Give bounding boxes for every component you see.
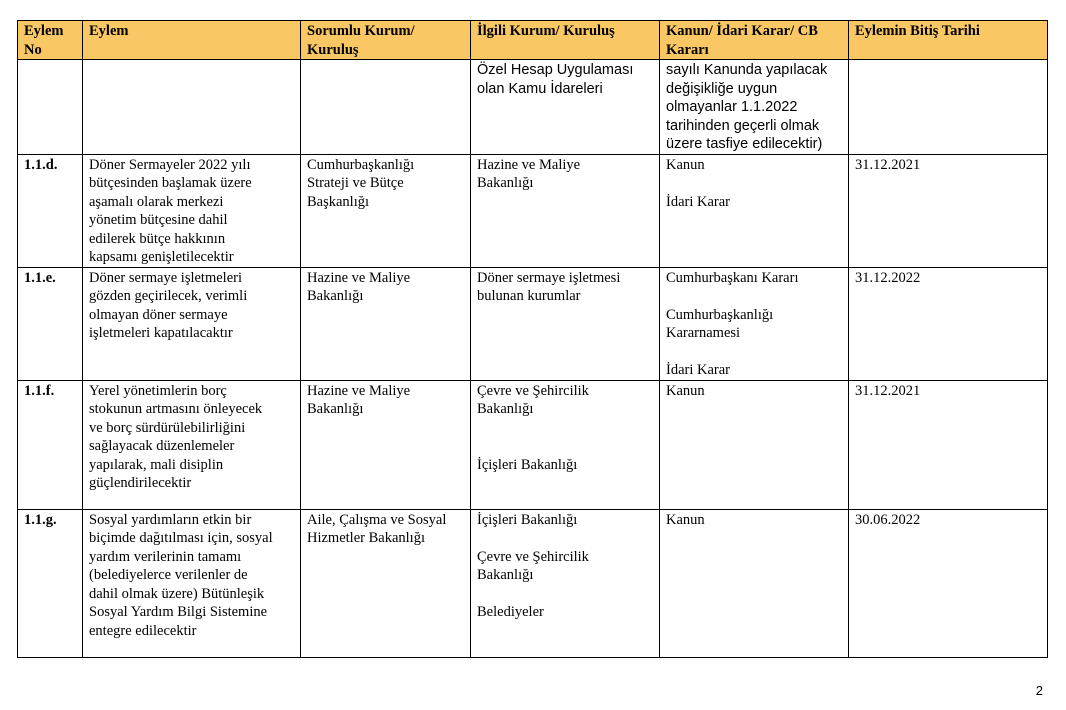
header-responsible: Sorumlu Kurum/ Kuruluş: [301, 21, 471, 60]
related-cell: Döner sermaye işletmesi bulunan kurumlar: [471, 267, 660, 380]
header-legal-basis: Kanun/ İdari Karar/ CB Kararı: [660, 21, 849, 60]
responsible-cell: [301, 60, 471, 155]
end-date-cell: 31.12.2021: [849, 380, 1048, 509]
table-row: [18, 509, 1048, 657]
end-date-cell: 30.06.2022: [849, 509, 1048, 657]
table-header-row: [18, 21, 1048, 60]
responsible-cell: Hazine ve Maliye Bakanlığı: [301, 267, 471, 380]
header-action: Eylem: [83, 21, 301, 60]
end-date-cell: 31.12.2021: [849, 154, 1048, 267]
table-row: [18, 267, 1048, 380]
legal-basis-cell: Cumhurbaşkanı Kararı Cumhurbaşkanlığı Kararnamesi İdari Karar: [660, 267, 849, 380]
responsible-cell: Hazine ve Maliye Bakanlığı: [301, 380, 471, 509]
action-cell: Yerel yönetimlerin borç stokunun artmasını önleyecek ve borç sürdürülebilirliğini sağlayacak düzenlemeler yapılarak, mali disiplin güçlendirilecektir: [83, 380, 301, 509]
action-no-cell: 1.1.g.: [18, 509, 83, 657]
action-cell: [83, 60, 301, 155]
related-cell: Çevre ve Şehircilik Bakanlığı İçişleri Bakanlığı: [471, 380, 660, 509]
end-date-cell: [849, 60, 1048, 155]
action-cell: Döner sermaye işletmeleri gözden geçirilecek, verimli olmayan döner sermaye işletmeleri kapatılacaktır: [83, 267, 301, 380]
action-no-cell: [18, 60, 83, 155]
action-plan-table: [17, 20, 1048, 658]
header-end-date: Eylemin Bitiş Tarihi: [849, 21, 1048, 60]
page-number: 2: [1035, 683, 1043, 698]
table-row: [18, 60, 1048, 155]
legal-basis-cell: Kanun: [660, 509, 849, 657]
related-cell: İçişleri Bakanlığı Çevre ve Şehircilik Bakanlığı Belediyeler: [471, 509, 660, 657]
action-no-cell: 1.1.e.: [18, 267, 83, 380]
header-action-no: Eylem No: [18, 21, 83, 60]
action-cell: Sosyal yardımların etkin bir biçimde dağıtılması için, sosyal yardım verilerinin tamamı (belediyelerce verilenler de dahil olmak üzere) Bütünleşik Sosyal Yardım Bilgi Sistemine entegre edilecektir: [83, 509, 301, 657]
responsible-cell: Cumhurbaşkanlığı Strateji ve Bütçe Başkanlığı: [301, 154, 471, 267]
related-cell: Özel Hesap Uygulaması olan Kamu İdareleri: [471, 60, 660, 155]
table-row: [18, 380, 1048, 509]
table-row: [18, 154, 1048, 267]
action-no-cell: 1.1.d.: [18, 154, 83, 267]
legal-basis-cell: Kanun İdari Karar: [660, 154, 849, 267]
legal-basis-cell: Kanun: [660, 380, 849, 509]
action-no-cell: 1.1.f.: [18, 380, 83, 509]
related-cell: Hazine ve Maliye Bakanlığı: [471, 154, 660, 267]
responsible-cell: Aile, Çalışma ve Sosyal Hizmetler Bakanlığı: [301, 509, 471, 657]
header-related: İlgili Kurum/ Kuruluş: [471, 21, 660, 60]
action-cell: Döner Sermayeler 2022 yılı bütçesinden başlamak üzere aşamalı olarak merkezi yönetim bütçesine dahil edilerek bütçe hakkının kapsamı genişletilecektir: [83, 154, 301, 267]
legal-basis-cell: sayılı Kanunda yapılacak değişikliğe uygun olmayanlar 1.1.2022 tarihinden geçerli olmak üzere tasfiye edilecektir): [660, 60, 849, 155]
end-date-cell: 31.12.2022: [849, 267, 1048, 380]
